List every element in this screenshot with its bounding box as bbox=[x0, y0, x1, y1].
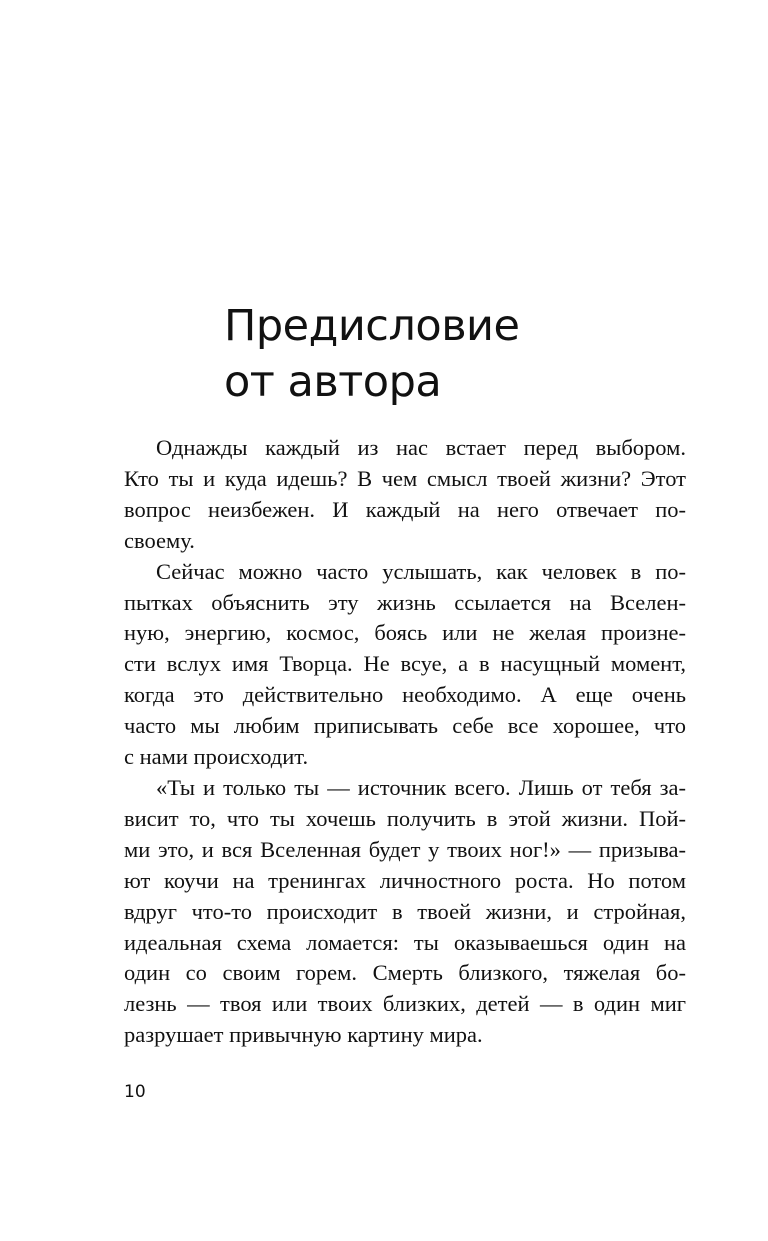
text-line: пытках объяснить эту жизнь ссылается на Вселен- bbox=[124, 589, 686, 615]
text-line: «Ты и только ты — источник всего. Лишь от тебя за- bbox=[156, 774, 686, 800]
body-text bbox=[124, 433, 686, 1051]
chapter-title-line-2: от автора bbox=[224, 357, 442, 407]
text-line: ми это, и вся Вселенная будет у твоих ног!» — призыва- bbox=[124, 836, 686, 862]
chapter-title-line-1: Предисловие bbox=[224, 301, 520, 351]
text-line: ную, энергию, космос, боясь или не желая произне- bbox=[124, 620, 686, 646]
text-line: Однажды каждый из нас встает перед выбором. bbox=[156, 435, 686, 460]
text-line: вопрос неизбежен. И каждый на него отвечает по- bbox=[124, 496, 686, 522]
text-line: лезнь — твоя или твоих близких, детей — в один миг bbox=[124, 991, 686, 1017]
text-line: Сейчас можно часто услышать, как человек в по- bbox=[156, 558, 686, 584]
paragraph-3 bbox=[124, 773, 686, 1051]
text-line: с нами происходит. bbox=[124, 744, 309, 770]
text-line: сти вслух имя Творца. Не всуе, а в насущный момент, bbox=[124, 651, 686, 677]
text-line: часто мы любим приписывать себе все хорошее, что bbox=[124, 713, 686, 739]
text-line: Кто ты и куда идешь? В чем смысл твоей жизни? Этот bbox=[124, 465, 686, 491]
paragraph-2 bbox=[124, 557, 686, 773]
text-line: идеальная схема ломается: ты оказываешься один на bbox=[124, 929, 686, 955]
text-line: когда это действительно необходимо. А еще очень bbox=[124, 682, 686, 708]
text-line: вдруг что-то происходит в твоей жизни, и стройная, bbox=[124, 898, 686, 924]
text-line: висит то, что ты хочешь получить в этой жизни. Пой- bbox=[124, 805, 686, 831]
paragraph-1 bbox=[124, 433, 686, 557]
chapter-title bbox=[224, 298, 519, 410]
page-number: 10 bbox=[124, 1082, 146, 1102]
text-line: своему. bbox=[124, 527, 195, 553]
text-line: разрушает привычную картину мира. bbox=[124, 1022, 483, 1048]
text-line: ют коучи на тренингах личностного роста. Но потом bbox=[124, 867, 686, 893]
text-line: один со своим горем. Смерть близкого, тяжелая бо- bbox=[124, 960, 686, 986]
